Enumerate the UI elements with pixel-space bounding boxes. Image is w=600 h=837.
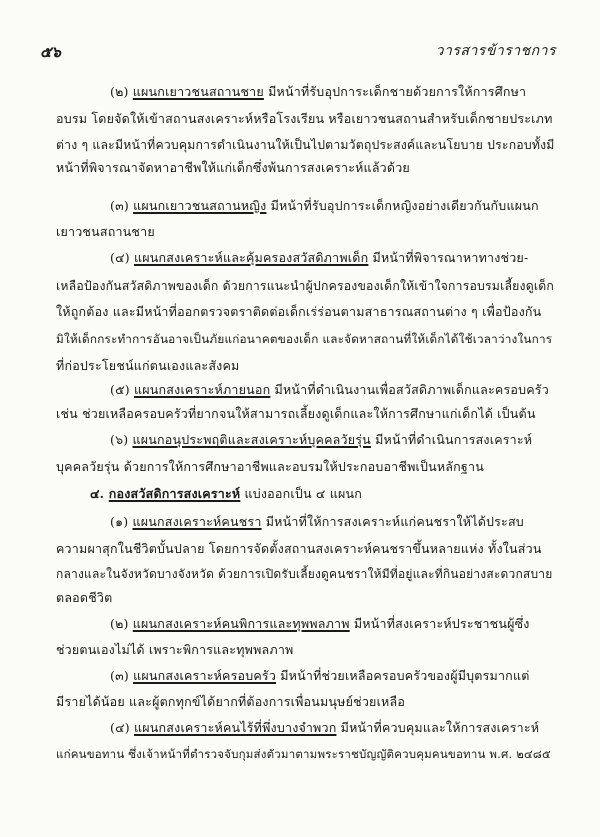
text-line: (๒) แผนกเยาวชนสถานชาย มีหน้าที่รับอุปการะเด็กชายด้วยการให้การศึกษา — [110, 84, 527, 99]
text-line: (๓) แผนกเยาวชนสถานหญิง มีหน้าที่รับอุปการะเด็กหญิงอย่างเดียวกันกับแผนก — [110, 198, 539, 213]
text-line: (๔) แผนกสงเคราะห์คนไร้ที่พึ่งบางจำพวก มีหน้าที่ควบคุมและให้การสงเคราะห์ — [110, 720, 540, 735]
section-heading: แผนกอนุประพฤติและสงเคราะห์บุคคลวัยรุ่น — [132, 432, 371, 447]
section-heading: แผนกสงเคราะห์และคุ้มครองสวัสดิภาพเด็ก — [134, 250, 369, 265]
text-line: หน้าที่พิจารณาจัดหาอาชีพให้แก่เด็กซึ่งพ้นการสงเคราะห์แล้วด้วย — [56, 160, 410, 175]
text-line: (๕) แผนกสงเคราะห์ภายนอก มีหน้าที่ดำเนินงานเพื่อสวัสดิภาพเด็กและครอบครัว — [110, 382, 549, 397]
section-heading: แผนกสงเคราะห์คนพิการและทุพพลภาพ — [132, 616, 350, 631]
section-heading: แผนกเยาวชนสถานชาย — [132, 84, 264, 99]
section-title: ๔. กองสวัสดิการสงเคราะห์ แบ่งออกเป็น ๔ แผนก — [90, 486, 363, 501]
section-heading: แผนกสงเคราะห์ภายนอก — [134, 382, 271, 397]
text-line: เยาวชนสถานชาย — [56, 224, 155, 239]
section-heading: แผนกเยาวชนสถานหญิง — [133, 198, 267, 213]
section-heading: กองสวัสดิการสงเคราะห์ — [108, 486, 241, 501]
text-line: บุคคลวัยรุ่น ด้วยการให้การศึกษาอาชีพและอบรมให้ประกอบอาชีพเป็นหลักฐาน — [56, 459, 484, 474]
text-line: (๖) แผนกอนุประพฤติและสงเคราะห์บุคคลวัยรุ่น มีหน้าที่ดำเนินการสงเคราะห์ — [110, 432, 533, 447]
text-line: มิให้เด็กกระทำการอันอาจเป็นภัยแก่อนาคตของเด็ก และจัดหาสถานที่ให้เด็กได้ใช้เวลาว่างในการ — [56, 332, 553, 346]
text-line: ความผาสุกในชีวิตบั้นปลาย โดยการจัดตั้งสถานสงเคราะห์คนชราขึ้นหลายแห่ง ทั้งในส่วน — [56, 541, 542, 556]
text-line: กลางและในจังหวัดบางจังหวัด ด้วยการเปิดรับเลี้ยงดูคนชราให้มีที่อยู่และที่กินอย่างสะดวกสบาย — [56, 567, 553, 581]
section-heading: แผนกสงเคราะห์ครอบครัว — [133, 668, 277, 683]
text-line: แก่คนขอทาน ซึ่งเจ้าหน้าที่ตำรวจจับกุมส่งตัวมาตามพระราชบัญญัติควบคุมคนขอทาน พ.ศ. ๒๔๘๕ — [56, 747, 551, 761]
running-header: วารสารข้าราชการ — [435, 43, 556, 59]
text-line: ตลอดชีวิต — [56, 590, 113, 605]
text-line: (๒) แผนกสงเคราะห์คนพิการและทุพพลภาพ มีหน้าที่สงเคราะห์ประชาชนผู้ซึ่ง — [110, 616, 530, 631]
text-line: อบรม โดยจัดให้เข้าสถานสงเคราะห์หรือโรงเรียน หรือเยาวชนสถานสำหรับเด็กชายประเภท — [56, 111, 553, 126]
section-heading: แผนกสงเคราะห์คนไร้ที่พึ่งบางจำพวก — [134, 720, 337, 735]
text-line: ต่าง ๆ และมีหน้าที่ควบคุมการดำเนินงานให้เป็นไปตามวัตถุประสงค์และนโยบาย ประกอบทั้งมี — [56, 138, 555, 152]
page-number: ๕๖ — [40, 43, 61, 61]
section-heading: แผนกสงเคราะห์คนชรา — [132, 514, 262, 529]
text-line: ช่วยตนเองไม่ได้ เพราะพิการและทุพพลภาพ — [56, 642, 294, 657]
text-line: มีรายได้น้อย และผู้ตกทุกข์ได้ยากที่ต้องการเพื่อนมนุษย์ช่วยเหลือ — [56, 694, 406, 709]
text-line: ให้ถูกต้อง และมีหน้าที่ออกตรวจตราติดต่อเด็กเร่ร่อนตามสาธารณสถานต่าง ๆ เพื่อป้องกัน — [56, 304, 542, 319]
text-line: เช่น ช่วยเหลือครอบครัวที่ยากจนให้สามารถเลี้ยงดูเด็กและให้การศึกษาแก่เด็กได้ เป็นต้น — [56, 406, 536, 421]
text-line: เหลือป้องกันสวัสดิภาพของเด็ก ด้วยการแนะนำผู้ปกครองของเด็กให้เข้าใจการอบรมเลี้ยงดูเด็ก — [56, 279, 555, 293]
text-line: (๔) แผนกสงเคราะห์และคุ้มครองสวัสดิภาพเด็ก มีหน้าที่พิจารณาหาทางช่วย- — [110, 250, 529, 265]
text-line: (๓) แผนกสงเคราะห์ครอบครัว มีหน้าที่ช่วยเหลือครอบครัวของผู้มีบุตรมากแต่ — [110, 668, 530, 683]
text-line: ที่ก่อประโยชน์แก่ตนเองและสังคม — [56, 358, 240, 373]
text-line: (๑) แผนกสงเคราะห์คนชรา มีหน้าที่ให้การสงเคราะห์แก่คนชราให้ได้ประสบ — [110, 514, 524, 529]
